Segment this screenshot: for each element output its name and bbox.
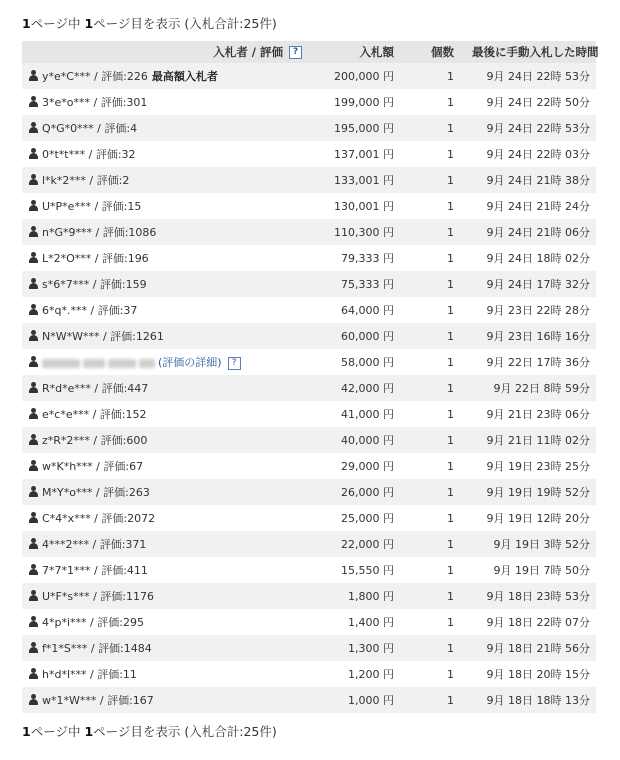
bid-time: 9月 24日 22時 53分 — [466, 63, 596, 89]
bidder-name[interactable]: 3*e*o*** / 評価:301 — [42, 96, 148, 109]
user-icon — [28, 200, 39, 212]
bid-quantity: 1 — [400, 349, 466, 375]
bid-time: 9月 18日 22時 07分 — [466, 609, 596, 635]
header-amount: 入札額 — [308, 41, 400, 63]
bidder-cell — [22, 167, 308, 193]
bid-time: 9月 18日 18時 13分 — [466, 687, 596, 713]
bidder-name[interactable]: 0*t*t*** / 評価:32 — [42, 148, 136, 161]
bidder-cell — [22, 89, 308, 115]
user-icon — [28, 304, 39, 316]
bid-time: 9月 21日 11時 02分 — [466, 427, 596, 453]
bid-quantity: 1 — [400, 245, 466, 271]
bid-time: 9月 18日 21時 56分 — [466, 635, 596, 661]
bid-amount: 60,000 円 — [308, 323, 400, 349]
bidder-name[interactable]: w*K*h*** / 評価:67 — [42, 460, 144, 473]
bidder-name[interactable]: e*c*e*** / 評価:152 — [42, 408, 147, 421]
table-row — [22, 219, 596, 245]
bidder-name[interactable]: l*k*2*** / 評価:2 — [42, 174, 130, 187]
bidder-cell — [22, 505, 308, 531]
bid-quantity: 1 — [400, 115, 466, 141]
user-icon — [28, 252, 39, 264]
bidder-cell — [22, 453, 308, 479]
user-icon — [28, 70, 39, 82]
bidder-name[interactable]: f*1*S*** / 評価:1484 — [42, 642, 152, 655]
table-row — [22, 141, 596, 167]
obscured-text — [42, 359, 80, 368]
bidder-name[interactable]: h*d*l*** / 評価:11 — [42, 668, 137, 681]
bid-amount: 58,000 円 — [308, 349, 400, 375]
user-icon — [28, 408, 39, 420]
bidder-cell — [22, 401, 308, 427]
obscured-text — [108, 359, 136, 368]
bid-time: 9月 19日 12時 20分 — [466, 505, 596, 531]
bid-amount: 1,200 円 — [308, 661, 400, 687]
bid-quantity: 1 — [400, 609, 466, 635]
user-icon — [28, 174, 39, 186]
table-row — [22, 453, 596, 479]
bidder-name[interactable]: y*e*C*** / 評価:226 — [42, 70, 148, 83]
table-row — [22, 661, 596, 687]
table-row — [22, 609, 596, 635]
total-pages: 1 — [22, 16, 31, 31]
bid-quantity: 1 — [400, 505, 466, 531]
bid-quantity: 1 — [400, 635, 466, 661]
bid-quantity: 1 — [400, 557, 466, 583]
bid-amount: 133,001 円 — [308, 167, 400, 193]
bidder-name[interactable]: M*Y*o*** / 評価:263 — [42, 486, 150, 499]
table-row — [22, 479, 596, 505]
bid-amount: 1,300 円 — [308, 635, 400, 661]
bid-amount: 40,000 円 — [308, 427, 400, 453]
user-icon — [28, 694, 39, 706]
table-row — [22, 557, 596, 583]
bidder-cell — [22, 583, 308, 609]
bidder-cell — [22, 635, 308, 661]
bidder-cell — [22, 427, 308, 453]
table-row — [22, 167, 596, 193]
summary-text-2: ページ目を表示 (入札合計:25件) — [93, 724, 277, 739]
bid-rows — [22, 63, 596, 713]
bidder-name[interactable]: n*G*9*** / 評価:1086 — [42, 226, 157, 239]
bid-amount: 1,400 円 — [308, 609, 400, 635]
bid-time: 9月 19日 3時 52分 — [466, 531, 596, 557]
user-icon — [28, 486, 39, 498]
bidder-name[interactable]: 6*q*.*** / 評価:37 — [42, 304, 138, 317]
table-row — [22, 401, 596, 427]
user-icon — [28, 460, 39, 472]
help-icon[interactable]: ? — [289, 46, 302, 59]
bid-amount: 110,300 円 — [308, 219, 400, 245]
bid-time: 9月 24日 17時 32分 — [466, 271, 596, 297]
header-bidder: 入札者 / 評価 ? — [22, 41, 308, 63]
bid-time: 9月 19日 7時 50分 — [466, 557, 596, 583]
bid-time: 9月 24日 18時 02分 — [466, 245, 596, 271]
table-row — [22, 271, 596, 297]
table-header-row — [22, 41, 596, 63]
bid-quantity: 1 — [400, 427, 466, 453]
bidder-cell — [22, 609, 308, 635]
table-row — [22, 245, 596, 271]
bid-time: 9月 23日 22時 28分 — [466, 297, 596, 323]
summary-text-1: ページ中 — [30, 724, 85, 739]
bid-time: 9月 24日 22時 50分 — [466, 89, 596, 115]
bidder-cell — [22, 193, 308, 219]
header-time: 最後に手動入札した時間 — [466, 41, 596, 63]
bidder-cell — [22, 297, 308, 323]
user-icon — [28, 538, 39, 550]
bidder-cell — [22, 219, 308, 245]
user-icon — [28, 590, 39, 602]
bid-time: 9月 24日 22時 53分 — [466, 115, 596, 141]
bid-quantity: 1 — [400, 401, 466, 427]
table-row — [22, 63, 596, 89]
bid-quantity: 1 — [400, 479, 466, 505]
bidder-name[interactable]: 4*p*i*** / 評価:295 — [42, 616, 144, 629]
bidder-name[interactable]: U*F*s*** / 評価:1176 — [42, 590, 155, 603]
bidder-name[interactable]: w*1*W*** / 評価:167 — [42, 694, 154, 707]
bid-time: 9月 19日 23時 25分 — [466, 453, 596, 479]
bidder-cell — [22, 479, 308, 505]
bid-time: 9月 22日 8時 59分 — [466, 375, 596, 401]
user-icon — [28, 616, 39, 628]
bid-amount: 22,000 円 — [308, 531, 400, 557]
table-row — [22, 427, 596, 453]
user-icon — [28, 512, 39, 524]
total-pages: 1 — [22, 724, 31, 739]
bidder-cell — [22, 245, 308, 271]
bidder-name[interactable]: 7*7*1*** / 評価:411 — [42, 564, 148, 577]
bid-time: 9月 24日 21時 06分 — [466, 219, 596, 245]
table-row — [22, 635, 596, 661]
current-page: 1 — [84, 16, 94, 31]
table-row — [22, 375, 596, 401]
bid-time: 9月 19日 19時 52分 — [466, 479, 596, 505]
user-icon — [28, 226, 39, 238]
bid-quantity: 1 — [400, 141, 466, 167]
bid-time: 9月 18日 20時 15分 — [466, 661, 596, 687]
bidder-cell — [22, 661, 308, 687]
bidder-cell — [22, 271, 308, 297]
bid-time: 9月 18日 23時 53分 — [466, 583, 596, 609]
current-page: 1 — [84, 724, 94, 739]
bid-history-table — [22, 41, 599, 713]
table-row — [22, 583, 596, 609]
bid-quantity: 1 — [400, 687, 466, 713]
bid-quantity: 1 — [400, 583, 466, 609]
obscured-text — [139, 359, 155, 368]
bid-amount: 26,000 円 — [308, 479, 400, 505]
user-icon — [28, 356, 39, 368]
bidder-name[interactable]: L*2*O*** / 評価:196 — [42, 252, 149, 265]
bidder-cell — [22, 349, 308, 375]
bidder-name[interactable]: N*W*W*** / 評価:1261 — [42, 330, 164, 343]
bid-time: 9月 24日 22時 03分 — [466, 141, 596, 167]
user-icon — [28, 642, 39, 654]
bid-amount: 25,000 円 — [308, 505, 400, 531]
user-icon — [28, 148, 39, 160]
bid-quantity: 1 — [400, 63, 466, 89]
bid-amount: 42,000 円 — [308, 375, 400, 401]
bidder-name[interactable]: z*R*2*** / 評価:600 — [42, 434, 148, 447]
rating-detail-link[interactable]: (評価の詳細) — [158, 356, 222, 369]
bid-quantity: 1 — [400, 193, 466, 219]
bid-time: 9月 21日 23時 06分 — [466, 401, 596, 427]
bidder-cell — [22, 115, 308, 141]
bidder-cell — [22, 323, 308, 349]
table-row — [22, 89, 596, 115]
table-row — [22, 687, 596, 713]
bid-time: 9月 22日 17時 36分 — [466, 349, 596, 375]
summary-text-2: ページ目を表示 (入札合計:25件) — [93, 16, 277, 31]
user-icon — [28, 96, 39, 108]
table-row — [22, 297, 596, 323]
bid-quantity: 1 — [400, 453, 466, 479]
table-row — [22, 505, 596, 531]
bid-amount: 15,550 円 — [308, 557, 400, 583]
user-icon — [28, 278, 39, 290]
bid-time: 9月 24日 21時 38分 — [466, 167, 596, 193]
bidder-cell — [22, 531, 308, 557]
top-bidder-label: 最高額入札者 — [151, 70, 218, 83]
user-icon — [28, 434, 39, 446]
bidder-name[interactable]: Q*G*0*** / 評価:4 — [42, 122, 138, 135]
bid-quantity: 1 — [400, 531, 466, 557]
header-quantity: 個数 — [400, 41, 466, 63]
user-icon — [28, 668, 39, 680]
bid-quantity: 1 — [400, 167, 466, 193]
page-summary-bottom — [22, 722, 277, 740]
bid-quantity: 1 — [400, 297, 466, 323]
bid-amount: 41,000 円 — [308, 401, 400, 427]
bid-amount: 137,001 円 — [308, 141, 400, 167]
user-icon — [28, 330, 39, 342]
user-icon — [28, 122, 39, 134]
bidder-cell — [22, 63, 308, 89]
bid-quantity: 1 — [400, 89, 466, 115]
bidder-name[interactable]: 4***2*** / 評価:371 — [42, 538, 147, 551]
help-icon[interactable]: ? — [228, 357, 241, 370]
bidder-cell — [22, 557, 308, 583]
bidder-cell — [22, 687, 308, 713]
bid-amount: 200,000 円 — [308, 63, 400, 89]
bid-time: 9月 24日 21時 24分 — [466, 193, 596, 219]
bid-quantity: 1 — [400, 661, 466, 687]
bidder-cell — [22, 375, 308, 401]
page-summary-top — [22, 14, 277, 32]
bid-quantity: 1 — [400, 375, 466, 401]
bid-amount: 29,000 円 — [308, 453, 400, 479]
bidder-name[interactable]: C*4*x*** / 評価:2072 — [42, 512, 156, 525]
bid-amount: 64,000 円 — [308, 297, 400, 323]
user-icon — [28, 382, 39, 394]
table-row — [22, 323, 596, 349]
bid-quantity: 1 — [400, 323, 466, 349]
bid-amount: 199,000 円 — [308, 89, 400, 115]
bid-amount: 130,001 円 — [308, 193, 400, 219]
bid-amount: 75,333 円 — [308, 271, 400, 297]
bidder-name[interactable]: U*P*e*** / 評価:15 — [42, 200, 142, 213]
bidder-name[interactable]: R*d*e*** / 評価:447 — [42, 382, 149, 395]
bidder-name[interactable]: s*6*7*** / 評価:159 — [42, 278, 147, 291]
bid-amount: 79,333 円 — [308, 245, 400, 271]
obscured-text — [83, 359, 105, 368]
table-row — [22, 349, 596, 375]
user-icon — [28, 564, 39, 576]
bid-amount: 195,000 円 — [308, 115, 400, 141]
bidder-cell — [22, 141, 308, 167]
bid-quantity: 1 — [400, 219, 466, 245]
bid-time: 9月 23日 16時 16分 — [466, 323, 596, 349]
bid-quantity: 1 — [400, 271, 466, 297]
table-row — [22, 531, 596, 557]
table-row — [22, 115, 596, 141]
table-row — [22, 193, 596, 219]
bid-amount: 1,800 円 — [308, 583, 400, 609]
summary-text-1: ページ中 — [30, 16, 85, 31]
bid-amount: 1,000 円 — [308, 687, 400, 713]
